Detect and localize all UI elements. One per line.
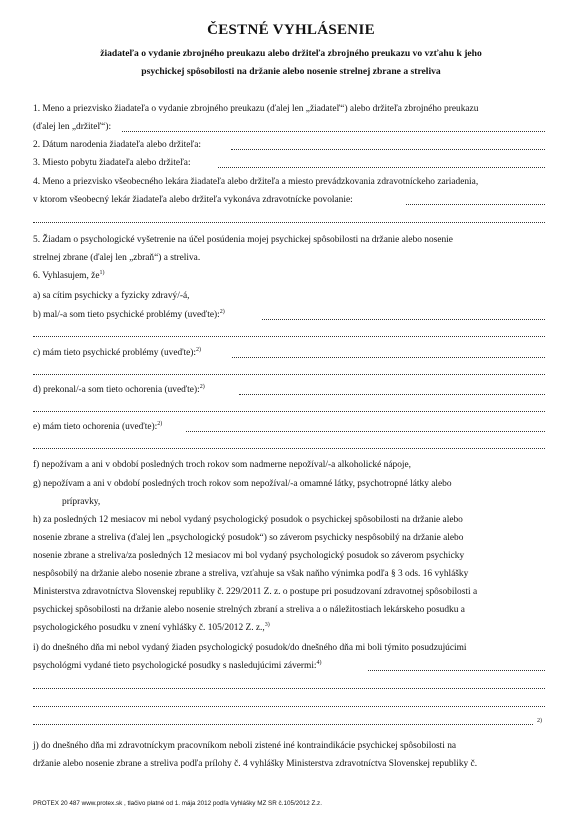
page-footer: PROTEX 20 487 www.protex.sk , tlačivo platné od 1. mája 2012 podľa Vyhlášky MZ SR č.105/2012 Z.z. (33, 800, 322, 807)
item-6g-cont: prípravky, (62, 497, 101, 507)
applicant-name-field[interactable] (122, 131, 545, 132)
item-4-label-cont: v ktorom všeobecný lekár žiadateľa alebo držiteľa vykonáva zdravotnícke povolanie: (33, 195, 353, 205)
footnote-ref: 4) (316, 659, 322, 666)
item-6d-field-line-2[interactable] (33, 411, 545, 412)
item-6j-line-2: držanie alebo nosenie zbrane a streliva podľa prílohy č. 4 vyhlášky Ministerstva zdravotníctva Slovenskej republiky č. (33, 759, 478, 769)
footnote-ref: 1) (99, 269, 105, 276)
item-6h-line-6: psychickej spôsobilosti na držanie alebo nosenie strelných zbraní a streliva a o náležitostiach lekárskeho posudku a (33, 605, 465, 615)
item-6b-field[interactable] (262, 319, 545, 320)
item-6d-field[interactable] (239, 394, 545, 395)
item-6c-field-line-2[interactable] (33, 374, 545, 375)
footnote-ref: 2) (219, 308, 225, 315)
item-6h-line-3: nosenie zbrane a streliva/za posledných 12 mesiacov mi bol vydaný psychologický posudok so záverom psychicky (33, 551, 465, 561)
item-6j-line-1: j) do dnešného dňa mi zdravotníckym pracovníkom neboli zistené iné kontraindikácie psychickej spôsobilosti na (33, 741, 457, 751)
item-6i-line-2: psychológmi vydané tieto psychologické posudky s nasledujúcimi závermi:$^{4)}$ (33, 659, 322, 671)
document-subtitle-line-1: žiadateľa o vydanie zbrojného preukazu alebo držiteľa zbrojného preukazu vo vzťahu k jeho (100, 48, 482, 59)
document-title: ČESTNÉ VYHLÁSENIE (207, 22, 375, 38)
item-6g: g) nepožívam a ani v období posledných troch rokov som nepožíval/-a omamné látky, psychotropné látky alebo (33, 479, 452, 489)
item-6h-line-5: Ministerstva zdravotníctva Slovenskej republiky č. 229/2011 Z. z. o postupe pri posudzovaní zdravotnej spôsobilosti a (33, 587, 478, 597)
residence-field[interactable] (218, 167, 545, 168)
item-6e-field-line-2[interactable] (33, 448, 545, 449)
item-6c-field[interactable] (232, 357, 545, 358)
item-6f: f) nepožívam a ani v období posledných troch rokov som nadmerne nepožíval/-a alkoholické nápoje, (33, 460, 412, 470)
item-6b-label: b) mal/-a som tieto psychické problémy (uveďte):$^{2)}$ (33, 308, 225, 320)
item-6d-label: d) prekonal/-a som tieto ochorenia (uveďte):$^{2)}$ (33, 383, 205, 395)
item-6-label: 6. Vyhlasujem, $že^{1)}$ (33, 269, 105, 281)
item-6h-line-2: nosenie zbrane a streliva (ďalej len „psychologický posudok“) so záverom psychicky nespôsobilý na držanie alebo (33, 533, 464, 543)
item-6e-field[interactable] (186, 431, 545, 432)
item-1-label-cont: (ďalej len „držiteľ“): (33, 122, 112, 132)
birth-date-field[interactable] (231, 149, 545, 150)
footnote-ref: 2) (196, 346, 202, 353)
item-6h-line-7: psychologického posudku v znení vyhlášky č. 105/2012 Z. z.,$^{3)}$ (33, 621, 270, 633)
footnote-ref: 2) (537, 718, 542, 724)
item-2-label: 2. Dátum narodenia žiadateľa alebo držiteľa: (33, 140, 201, 150)
item-4-label: 4. Meno a priezvisko všeobecného lekára žiadateľa alebo držiteľa a miesto prevádzkovania zdravotníckeho zariadenia, (33, 177, 479, 187)
item-6e-label: e) mám tieto ochorenia (uveďte):$^{2)}$ (33, 420, 163, 432)
item-6i-line-1: i) do dnešného dňa mi nebol vydaný žiaden psychologický posudok/do dnešného dňa mi boli týmito posudzujúcimi (33, 643, 467, 653)
footnote-ref: 2) (199, 383, 205, 390)
item-6h-line-1: h) za posledných 12 mesiacov mi nebol vydaný psychologický posudok o psychickej spôsobilosti na držanie alebo (33, 515, 463, 525)
item-6h-line-4: nespôsobilý na držanie alebo nosenie zbrane a streliva, vzťahuje sa však naňho výnimka podľa § 3 ods. 16 vyhlášky (33, 569, 469, 579)
item-5-label: 5. Žiadam o psychologické vyšetrenie na účel posúdenia mojej psychickej spôsobilosti na držanie alebo nosenie (33, 235, 453, 245)
doctor-field[interactable] (406, 204, 545, 205)
item-6i-field-line-3[interactable] (33, 706, 545, 707)
item-6b-field-line-2[interactable] (33, 336, 545, 337)
item-6i-field-line-4[interactable] (33, 724, 533, 725)
item-3-label: 3. Miesto pobytu žiadateľa alebo držiteľa: (33, 158, 191, 168)
footnote-ref: 3) (264, 621, 270, 628)
item-6c-label: c) mám tieto psychické problémy (uveďte):$^{2)}$ (33, 346, 202, 358)
item-6a: a) sa cítim psychicky a fyzicky zdravý/-á, (33, 291, 190, 301)
item-6i-field-line-2[interactable] (33, 688, 545, 689)
item-5-label-cont: strelnej zbrane (ďalej len „zbraň“) a streliva. (33, 253, 201, 263)
doctor-field-line-2[interactable] (33, 222, 545, 223)
item-6i-field[interactable] (368, 670, 545, 671)
item-1-label: 1. Meno a priezvisko žiadateľa o vydanie zbrojného preukazu (ďalej len „žiadateľ“) alebo držiteľa zbrojného preukazu (33, 104, 479, 114)
document-subtitle-line-2: psychickej spôsobilosti na držanie alebo nosenie strelnej zbrane a streliva (141, 66, 441, 77)
footnote-ref: 2) (157, 420, 163, 427)
